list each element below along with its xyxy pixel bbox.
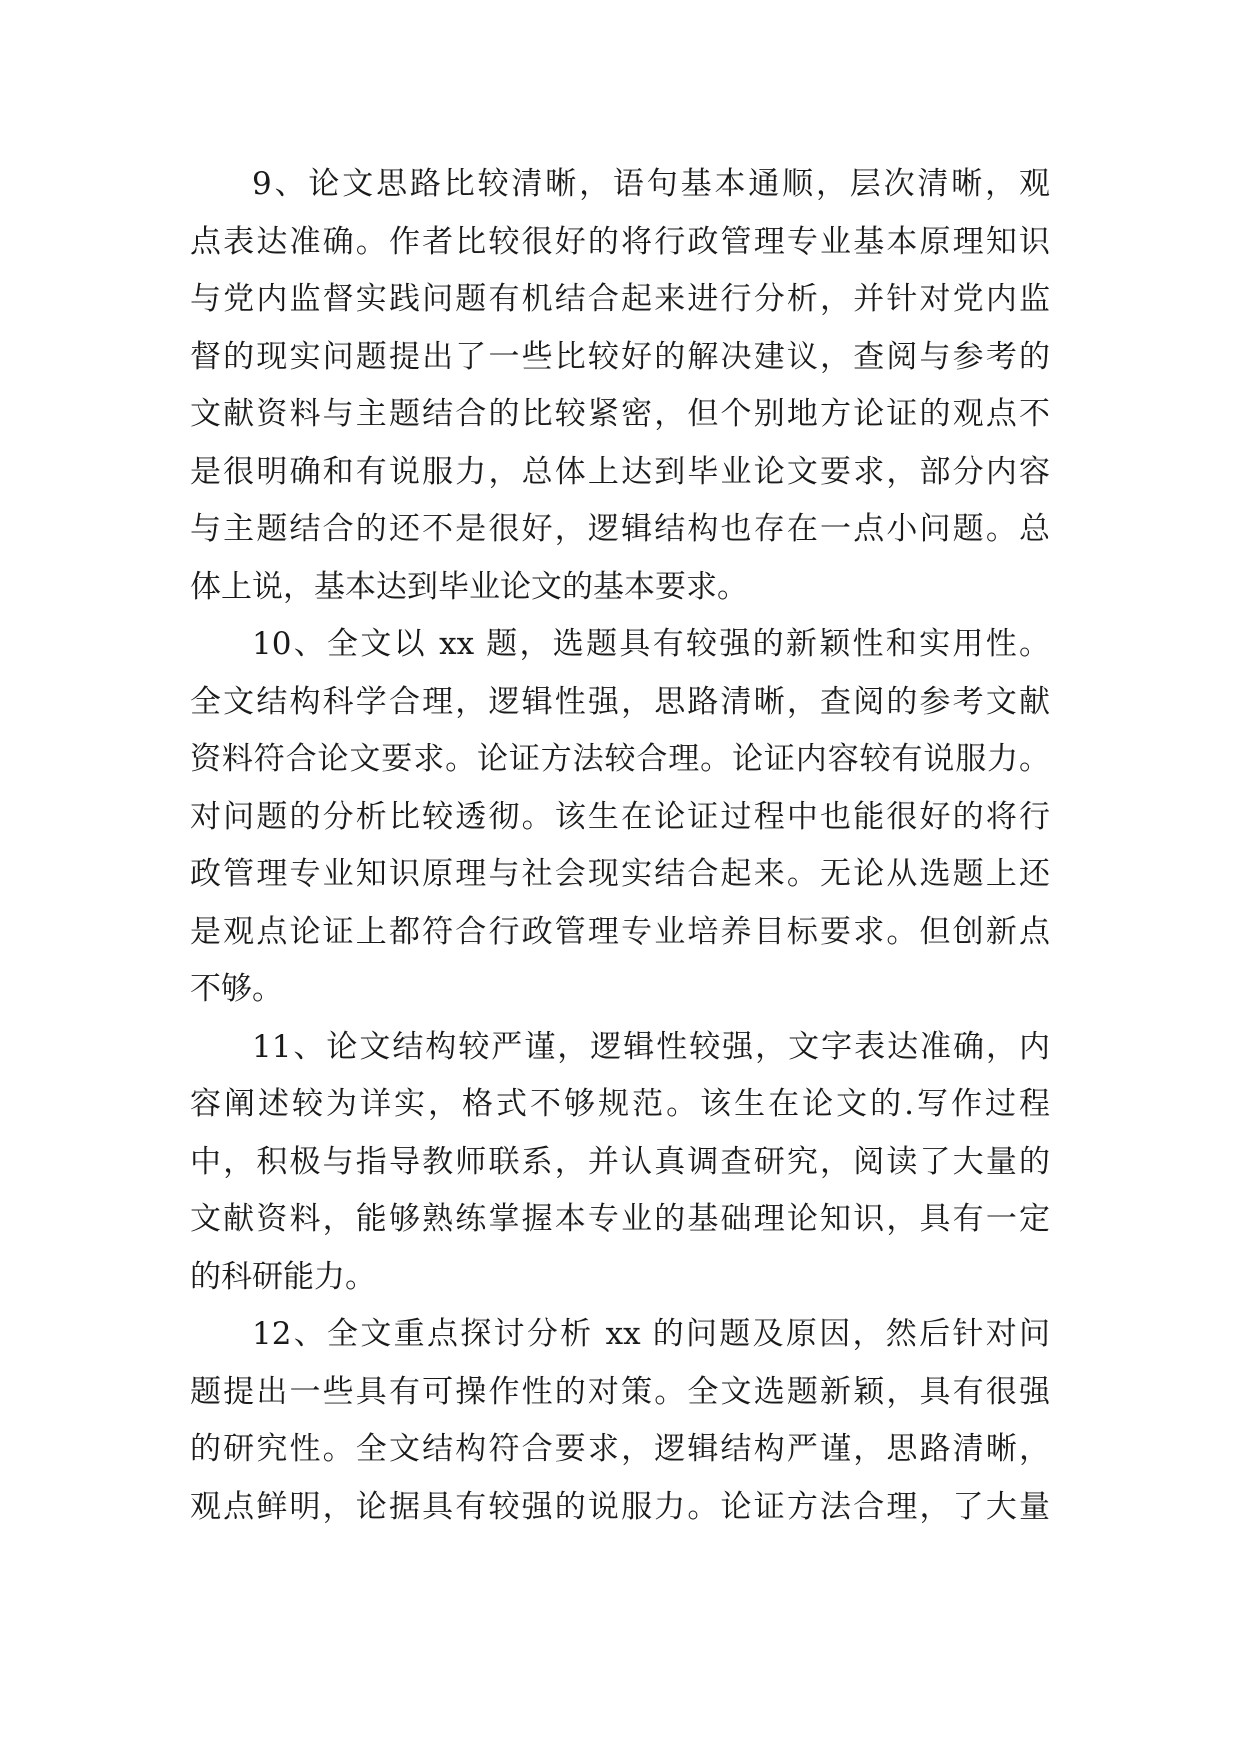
- text-line: 是很明确和有说服力，总体上达到毕业论文要求，部分内容: [190, 453, 1050, 490]
- paragraph-12: [190, 1306, 1050, 1536]
- text-line: 的研究性。全文结构符合要求，逻辑结构严谨，思路清晰，: [190, 1431, 1050, 1467]
- text-line: 9、论文思路比较清晰，语句基本通顺，层次清晰，观: [252, 166, 1050, 202]
- text-line: 不够。: [190, 971, 283, 1007]
- text-line: 政管理专业知识原理与社会现实结合起来。无论从选题上还: [190, 856, 1050, 892]
- text-line: 文献资料，能够熟练掌握本专业的基础理论知识，具有一定: [190, 1201, 1050, 1237]
- text-line: 对问题的分析比较透彻。该生在论证过程中也能很好的将行: [190, 798, 1050, 835]
- document-body: [190, 156, 1050, 1536]
- text-line: 中，积极与指导教师联系，并认真调查研究，阅读了大量的: [190, 1143, 1050, 1180]
- text-line: 的科研能力。: [190, 1258, 376, 1295]
- text-line: 资料符合论文要求。论证方法较合理。论证内容较有说服力。: [190, 741, 1050, 777]
- paragraph-11: [190, 1019, 1050, 1307]
- text-line: 是观点论证上都符合行政管理专业培养目标要求。但创新点: [190, 913, 1050, 950]
- text-line: 点表达准确。作者比较很好的将行政管理专业基本原理知识: [190, 223, 1050, 260]
- text-line: 12、全文重点探讨分析 xx 的问题及原因，然后针对问: [252, 1316, 1050, 1352]
- text-line: 容阐述较为详实，格式不够规范。该生在论文的.写作过程: [190, 1086, 1050, 1122]
- text-line: 11、论文结构较严谨，逻辑性较强，文字表达准确，内: [252, 1028, 1050, 1065]
- text-line: 题提出一些具有可操作性的对策。全文选题新颖，具有很强: [190, 1373, 1050, 1410]
- text-line: 文献资料与主题结合的比较紧密，但个别地方论证的观点不: [190, 396, 1050, 432]
- text-line: 全文结构科学合理，逻辑性强，思路清晰，查阅的参考文献: [190, 683, 1050, 720]
- text-line: 体上说，基本达到毕业论文的基本要求。: [190, 568, 748, 605]
- paragraph-9: [190, 156, 1050, 616]
- text-line: 与主题结合的还不是很好，逻辑结构也存在一点小问题。总: [190, 511, 1050, 547]
- text-line: 与党内监督实践问题有机结合起来进行分析，并针对党内监: [190, 281, 1050, 317]
- text-line: 10、全文以 xx 题，选题具有较强的新颖性和实用性。: [252, 626, 1050, 662]
- text-line: 观点鲜明，论据具有较强的说服力。论证方法合理，了大量: [190, 1488, 1050, 1525]
- text-line: 督的现实问题提出了一些比较好的解决建议，查阅与参考的: [190, 338, 1050, 375]
- paragraph-10: [190, 616, 1050, 1019]
